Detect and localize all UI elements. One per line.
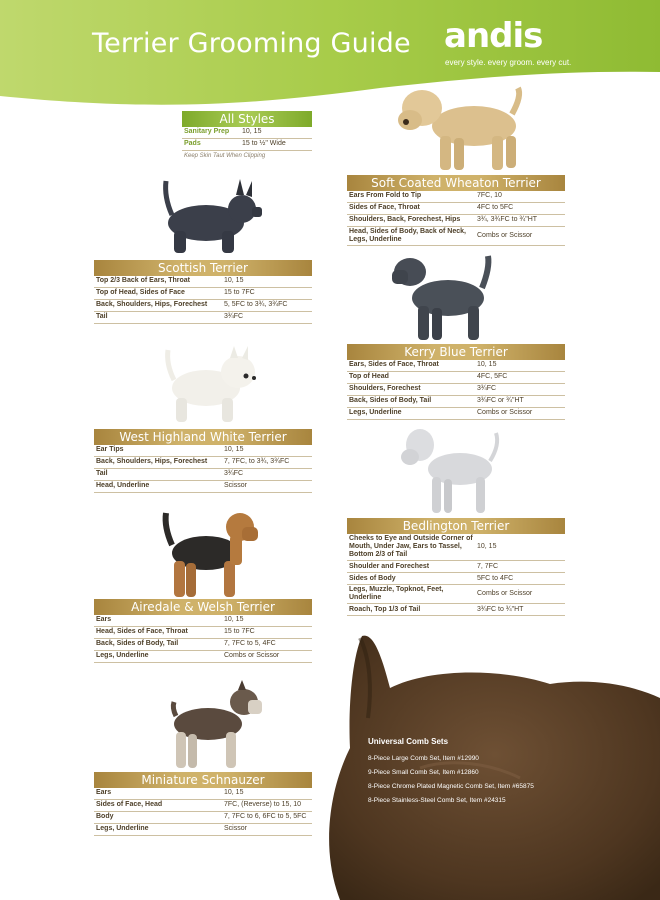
table-row [347,408,565,420]
miniature-schnauzer-illustration [160,680,264,770]
blade-cell: 3¾FC or ¾"HT [477,397,524,405]
bedlington-terrier-section [347,518,565,616]
blade-cell: 3¾FC [224,470,244,478]
table-row [94,469,312,481]
scottish-terrier-illustration [158,175,264,257]
all-styles-section [182,111,312,161]
table-row [347,384,565,396]
blade-cell: 7, 7FC to 5, 4FC [224,640,276,648]
blade-cell: Scissor [224,482,247,490]
table-row [94,651,312,663]
table-row [347,561,565,573]
section-title: Soft Coated Wheaton Terrier [347,175,565,191]
area-cell: Legs, Underline [96,652,149,660]
area-cell: Pads [184,140,201,148]
blade-cell: 10, 15 [224,789,244,797]
area-cell: Top 2/3 Back of Ears, Throat [96,277,191,285]
table-row [347,191,565,203]
all-styles-title: All Styles [182,111,312,127]
area-cell: Back, Shoulders, Hips, Forechest [96,458,208,466]
comb-set-item: 8-Piece Large Comb Set, Item #12990 [368,755,479,762]
table-row [347,203,565,215]
blade-cell: 4FC, 5FC [477,373,508,381]
comb-sets-title: Universal Comb Sets [368,737,449,746]
area-cell: Back, Sides of Body, Tail [96,640,179,648]
blade-cell: 4FC to 5FC [477,204,514,212]
table-row [94,639,312,651]
blade-cell: 10, 15 [224,446,244,454]
area-cell: Back, Shoulders, Hips, Forechest [96,301,208,309]
area-cell: Tail [96,470,108,478]
area-cell: Top of Head [349,373,389,381]
table-row [94,481,312,493]
west-highland-terrier-section [94,429,312,493]
area-cell: Ears From Fold to Tip [349,192,422,200]
kerry-blue-terrier-illustration [390,250,496,342]
table-row [94,445,312,457]
area-cell: Body [96,813,114,821]
blade-cell: 15 to ½" Wide [242,140,286,148]
table-row [347,360,565,372]
table-row [94,627,312,639]
area-cell: Roach, Top 1/3 of Tail [349,605,421,613]
table-row [347,573,565,585]
blade-cell: 15 to 7FC [224,289,255,297]
blade-cell: 3¾FC to ¾"HT [477,605,524,613]
blade-cell: 10, 15 [477,361,497,369]
section-title: Kerry Blue Terrier [347,344,565,360]
table-row [94,300,312,312]
section-title: Airedale & Welsh Terrier [94,599,312,615]
area-cell: Shoulder and Forechest [349,562,430,570]
blade-cell: 10, 15 [224,277,244,285]
area-cell: Ears [96,616,112,624]
blade-cell: 15 to 7FC [224,628,255,636]
area-cell: Head, Underline [96,482,150,490]
table-row [182,139,312,151]
table-row [94,312,312,324]
blade-cell: 3¾FC [224,313,244,321]
area-cell: Sides of Body [349,574,396,582]
area-cell: Shoulders, Forechest [349,385,421,393]
wheaton-terrier-section [347,175,565,246]
area-cell: Sides of Face, Throat [349,204,420,212]
blade-cell: 10, 15 [477,543,497,551]
section-title: West Highland White Terrier [94,429,312,445]
area-cell: Ear Tips [96,446,124,454]
area-cell: Legs, Underline [96,825,149,833]
blade-cell: Combs or Scissor [477,590,533,598]
blade-cell: 5, 5FC to 3¾, 3¾FC [224,301,288,309]
area-cell: Head, Sides of Body, Back of Neck, Legs, Underline [349,228,466,244]
table-row [347,227,565,246]
blade-cell: 7FC, 10 [477,192,502,200]
table-row [94,824,312,836]
kerry-blue-terrier-section [347,344,565,420]
blade-cell: 7FC, (Reverse) to 15, 10 [224,801,302,809]
area-cell: Legs, Muzzle, Topknot, Feet, Underline [349,586,444,602]
area-cell: Shoulders, Back, Forechest, Hips [349,216,461,224]
area-cell: Top of Head, Sides of Face [96,289,185,297]
blade-cell: Combs or Scissor [224,652,280,660]
table-row [94,276,312,288]
west-highland-terrier-illustration [162,342,262,426]
brand-logo: andis [444,16,543,56]
table-row [94,788,312,800]
area-cell: Cheeks to Eye and Outside Corner of Mouth, Under Jaw, Ears to Tassel, Bottom 2/3 of Tail [349,535,473,559]
section-title: Miniature Schnauzer [94,772,312,788]
area-cell: Head, Sides of Face, Throat [96,628,188,636]
table-row [347,215,565,227]
table-row [347,585,565,604]
scottish-terrier-section [94,260,312,324]
table-row [94,288,312,300]
airedale-terrier-illustration [156,505,260,599]
comb-set-item: 8-Piece Stainless-Steel Comb Set, Item #24315 [368,797,506,804]
brand-tagline: every style. every groom. every cut. [445,58,572,67]
wheaton-terrier-illustration [392,82,532,174]
miniature-schnauzer-section [94,772,312,836]
comb-set-item: 8-Piece Chrome Plated Magnetic Comb Set, Item #65875 [368,783,534,790]
blade-cell: 10, 15 [224,616,244,624]
comb-sets-panel [368,737,628,811]
table-row [94,615,312,627]
section-title: Bedlington Terrier [347,518,565,534]
area-cell: Sides of Face, Head [96,801,163,809]
table-row [347,534,565,561]
blade-cell: 3¾, 3¾FC to ¾"HT [477,216,538,224]
blade-cell: 5FC to 4FC [477,574,514,582]
blade-cell: 7, 7FC to 6, 6FC to 5, 5FC [224,813,307,821]
blade-cell: Combs or Scissor [477,409,533,417]
area-cell: Legs, Underline [349,409,402,417]
table-row [94,457,312,469]
area-cell: Ears [96,789,112,797]
blade-cell: 3¾FC [477,385,497,393]
blade-cell: Combs or Scissor [477,232,533,240]
table-row [347,396,565,408]
bedlington-terrier-illustration [400,425,504,515]
airedale-welsh-terrier-section [94,599,312,663]
area-cell: Back, Sides of Body, Tail [349,397,432,405]
area-cell: Tail [96,313,108,321]
area-cell: Ears, Sides of Face, Throat [349,361,439,369]
page-title: Terrier Grooming Guide [92,28,411,59]
blade-cell: 7, 7FC [477,562,499,570]
blade-cell: 7, 7FC, to 3¾, 3¾FC [224,458,290,466]
clipping-note: Keep Skin Taut When Clipping [184,153,266,159]
table-row [182,127,312,139]
table-row [94,800,312,812]
table-row [347,372,565,384]
table-row [347,604,565,616]
area-cell: Sanitary Prep [184,128,230,136]
table-row [94,812,312,824]
blade-cell: Scissor [224,825,247,833]
blade-cell: 10, 15 [242,128,262,136]
comb-set-item: 9-Piece Small Comb Set, Item #12860 [368,769,479,776]
section-title: Scottish Terrier [94,260,312,276]
